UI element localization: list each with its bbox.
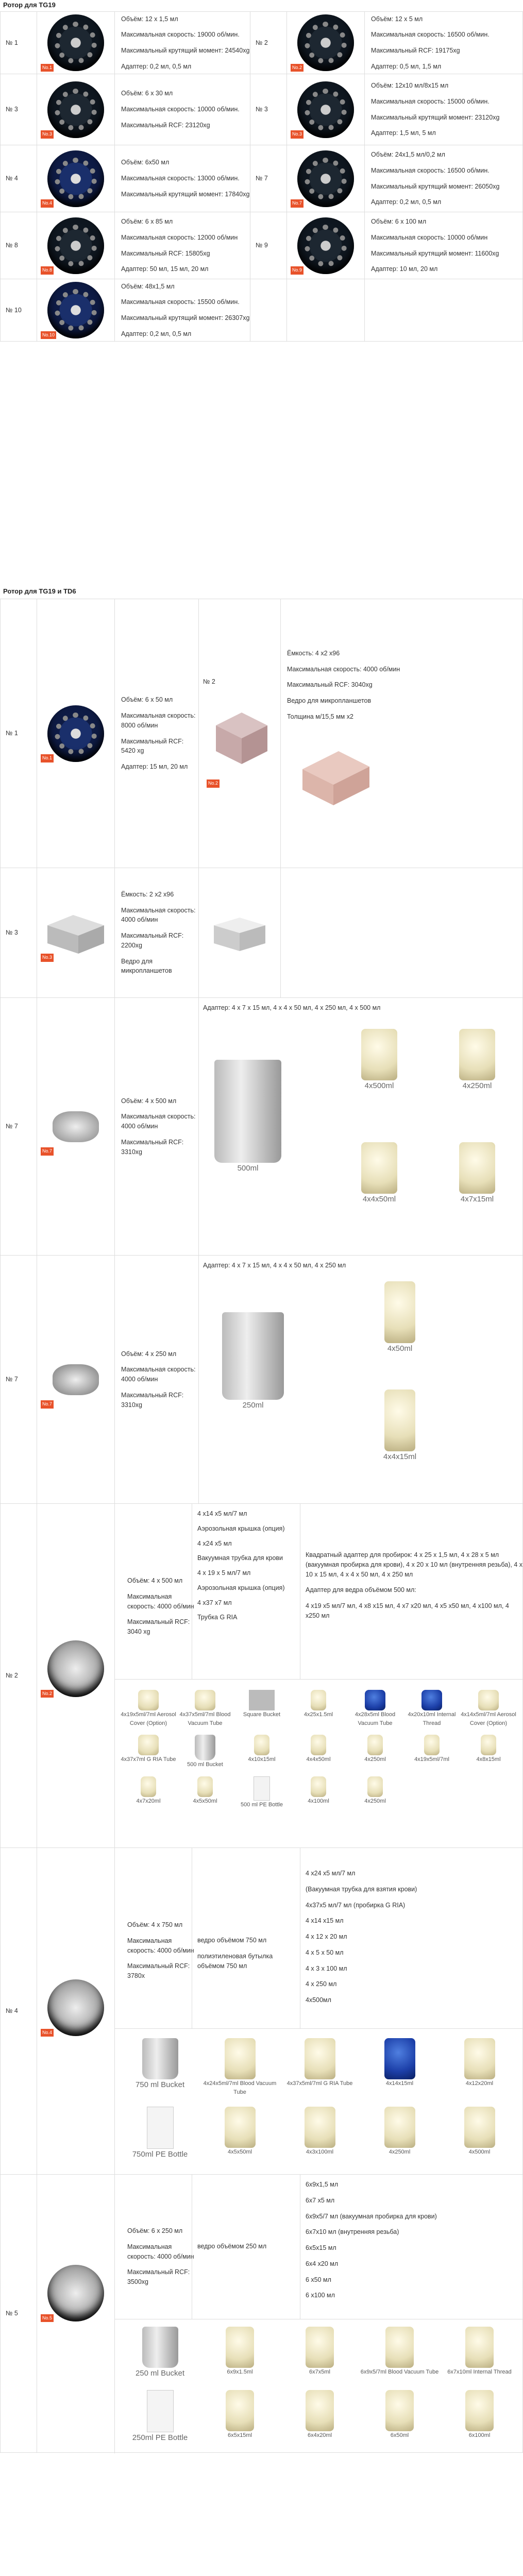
- rotor-tag: No.7: [291, 199, 303, 208]
- rotor-image: [47, 2265, 104, 2321]
- row-number: № 3: [250, 74, 287, 145]
- rotor-image: [297, 81, 354, 138]
- microplate-bucket-image: [209, 912, 271, 954]
- row-number: № 9: [250, 212, 287, 279]
- adapter-image: [361, 1029, 397, 1080]
- row-number: № 7: [250, 145, 287, 212]
- tg19-table: № 1 No.1 Объём: 12 x 1,5 мл Максимальная скорость: 19000 об/мин. Максимальный крутящий момент: 24540xg Адаптер: 0,2 мл, 0,5 мл № 2 No.2 Объём: 12 x 5 мл Максимальная скорость: 16500 об/мин. Максимальный RCF: 19175xg Адаптер: 0,5 мл, 1,5 мл № 3 No.3 Объём: 6 x 30 мл Максимальная скорость: 10000 об/мин. Максимальный RCF: 23120xg № 3 No.3 Объём: 12x10 мл/8x15 мл Максимальная скорость: 15000 об/мин. Максимальный крутящий момент: 23120xg Адаптер: 1,5 мл, 5 мл № 4 No.4 Объём: 6x50 мл Максимальная скорость: 13000 об/мин. Максимальный крутящий момент: 17840xg № 7 No.7 Объём: 24x1,5 мл/0,2 мл Максимальная скорость: 16500 об/мин. Максимальный крутящий момент: 26050xg Адаптер: 0,2 мл, 0,5 мл № 8 No.8 Объём: 6 x 85 мл Максимальная скорость: 12000 об/мин Максимальный RCF: 15805xg Адаптер: 50 мл, 15 мл, 20 мл № 9 No.9 Объём: 6 x 100 мл Максимальная скорость: 10000 об/мин Максимальный крутящий момент: 11600xg Адаптер: 10 мл, 20 мл № 10 No.10 Объём: 48x1,5 мл Максимальная скорость: 15500 об/мин. Максимальный крутящий момент: 26307xg Адаптер: 0,2 мл, 0,5 мл: [0, 11, 523, 342]
- rotor-tag: No.2: [291, 64, 303, 72]
- row-number: № 1: [1, 599, 37, 868]
- tg19-td6-table: № 1 No.1 Объём: 6 x 50 мл Максимальная скорость: 8000 об/мин Максимальный RCF: 5420 xg Адаптер: 15 мл, 20 мл № 2 No.2 Ёмкость: 4 x2 x96 Максимальная скорость: 4000 об/мин Максимальный RCF: 3040xg Ведро для микропланшетов Толщина м/15,5 мм x2 № 3 No.3 Ёмкость: 2 x2 x96 Максимальная скорость: 4000 об/мин Максимальный RCF: 2200xg Ведро для микропланшетов № 7 No.7 Объём: 4 x 500 мл Максимальная скорость: 4000 об/мин Максимальный RCF: 3310xg Адаптер: 4 x 7 x 15 мл, 4 x 4 x 50 мл, 4 x 250 мл, 4 x 500 мл 500ml 4x500ml 4x250ml 4x4x50ml 4x7x15ml № 7 No.7 Объём: 4 x 250 мл Максимальная скорость: 4000 об/мин Максимальный RCF: 3310xg Адаптер: 4 x 7 x 15 мл, 4 x 4 x 50 мл, 4 x 250 мл 250ml 4x50ml 4x4x15ml № 2 No.2 Объём: 4 x 500 мл Максимальная скорость: 4000 об/мин Максимальный RCF: 3040 xg 4 x14 x5 мл/7 мл Аэрозольная крышка (опция) 4 x24 x5 мл Вакуумная трубка для крови 4 x 19 x 5 мл/7 мл Аэрозольная крышка (опция) 4 x37 x7 мл Трубка G RIA Квадратный адаптер для пробирок: 4 x 25 x 1,5 мл, 4 x 28 x 5 мл (вакуумная пробирка для крови), 4 x 20 x 10 мл (внутренняя резьба), 4 x 10 x 15 мл, 4 x 4 x 50 мл, 4 x 250 мл Адаптер для ведра объёмом 500 мл: 4 x19 x5 мл/7 мл, 4 x8 x15 мл, 4 x7 x20 мл, 4 x5 x50 мл, 4 x100 мл, 4 x250 мл 4x19x5ml/7ml Aerosol Cover (Option) 4x37x5ml/7ml Blood Vacuum Tube Square Bucket 4x25x1.5ml 4x28x5ml Blood Vacuum Tube 4x20x10ml Internal Thread 4x14x5ml/7ml Aerosol Cover (Option) 4x37x7ml G RIA Tube 500 ml Bucket 4x10x15ml 4x4x50ml 4x250ml 4x19x5ml/7ml 4x8x15ml 4x7x20ml 4x5x50ml 500 ml PE Bottle 4x100ml 4x250ml № 4 No.4 Объём: 4 x 750 мл Максимальная скорость: 4000 об/мин Максимальный RCF: 3780x ведро объёмом 750 мл полиэтиленовая бутылка объёмом 750 мл 4 x24 x5 мл/7 мл (Вакуумная трубка для взятия крови) 4x37x5 мл/7 мл (пробирка G RIA) 4 x14 x15 мл 4 x 12 x 20 мл 4 x 5 x 50 мл 4 x 3 x 100 мл 4 x 250 мл 4x500мл 750 ml Bucket 4x24x5ml/7ml Blood Vacuum Tube 4x37x5ml/7ml G RIA Tube 4x14x15ml 4x12x20ml 750ml PE Bottle 4x5x50ml 4x3x100ml 4x250ml 4x500ml № 5 No.5 Объём: 6 x 250 мл Максимальная скорость: 4000 об/мин Максимальный RCF: 3500xg ведро объёмом 250 мл 6x9x1,5 мл 6x7 x5 мл 6x9x5/7 мл (вакуумная пробирка для крови) 6x7x10 мл (внутренняя резьба) 6x5x15 мл 6x4 x20 мл 6 x50 мл 6 x100 мл 250 ml Bucket 6x9x1.5ml 6x7x5ml 6x9x5/7ml Blood Vacuum Tube 6x7x10ml Internal Thread 250ml PE Bottle 6x5x15ml 6x4x20ml 6x50ml 6x100ml: [0, 599, 523, 2453]
- bucket-250-image: [222, 1312, 284, 1400]
- rotor-image: [47, 705, 104, 762]
- rotor-tag: No.8: [41, 266, 54, 275]
- rotor-image: [47, 81, 104, 138]
- adapter-list: Адаптер: 4 x 7 x 15 мл, 4 x 4 x 50 мл, 4 x 250 мл, 4 x 500 мл: [203, 1004, 381, 1011]
- rotor-image: [47, 1979, 104, 2036]
- rotor-tag: No.7: [41, 1400, 54, 1409]
- rotor-tag: No.4: [41, 199, 54, 208]
- rotor-tag: No.3: [291, 130, 303, 139]
- rotor-tag: No.4: [41, 2029, 54, 2037]
- rotor-tag: No.3: [41, 130, 54, 139]
- row-number: № 2: [203, 678, 215, 686]
- rotor-image: [297, 217, 354, 274]
- row-number: № 1: [1, 12, 37, 74]
- row-number: № 7: [1, 998, 37, 1256]
- section-title-tg19-td6: Ротор для TG19 и TD6: [3, 587, 76, 595]
- rotor-image: [53, 1111, 99, 1142]
- rotor-tag: No.1: [41, 754, 54, 762]
- adapter-list: Адаптер: 4 x 7 x 15 мл, 4 x 4 x 50 мл, 4 x 250 мл: [203, 1262, 346, 1269]
- rotor-image: [47, 1640, 104, 1697]
- rotor-image: [42, 910, 109, 956]
- row-number: № 3: [1, 868, 37, 998]
- rotor-image: [297, 150, 354, 207]
- microplate-bucket-image: [287, 738, 380, 816]
- row-number: № 5: [1, 2175, 37, 2453]
- rotor-tag: No.2: [41, 1690, 54, 1698]
- row-number: № 4: [1, 1848, 37, 2175]
- bucket-label: 500ml: [237, 1164, 259, 1173]
- adapter-image: [384, 1281, 415, 1343]
- rotor-tag: No.5: [41, 2314, 54, 2323]
- rotor-tag: No.9: [291, 266, 303, 275]
- row-number: № 4: [1, 145, 37, 212]
- rotor-tag: No.7: [41, 1147, 54, 1156]
- adapter-image: [459, 1142, 495, 1194]
- microplate-rotor-image: [206, 705, 278, 772]
- rotor-image: [53, 1364, 99, 1395]
- rotor-image: [297, 14, 354, 71]
- rotor-tag: No.2: [207, 779, 220, 788]
- row-number: № 3: [1, 74, 37, 145]
- row-number: № 2: [1, 1504, 37, 1848]
- rotor-image: [47, 217, 104, 274]
- bucket-500-image: [214, 1060, 281, 1163]
- row-number: № 10: [1, 279, 37, 342]
- rotor-tag: No.3: [41, 954, 54, 962]
- rotor-tag: No.1: [41, 64, 54, 72]
- rotor-image: [47, 150, 104, 207]
- rotor-image: [47, 282, 104, 338]
- adapter-image: [384, 1389, 415, 1451]
- section-title-tg19: Ротор для TG19: [3, 1, 56, 9]
- adapter-image: [361, 1142, 397, 1194]
- row-number: № 2: [250, 12, 287, 74]
- row-number: № 8: [1, 212, 37, 279]
- rotor-image: [47, 14, 104, 71]
- row-number: № 7: [1, 1256, 37, 1504]
- adapter-image: [459, 1029, 495, 1080]
- rotor-tag: No.10: [41, 331, 56, 340]
